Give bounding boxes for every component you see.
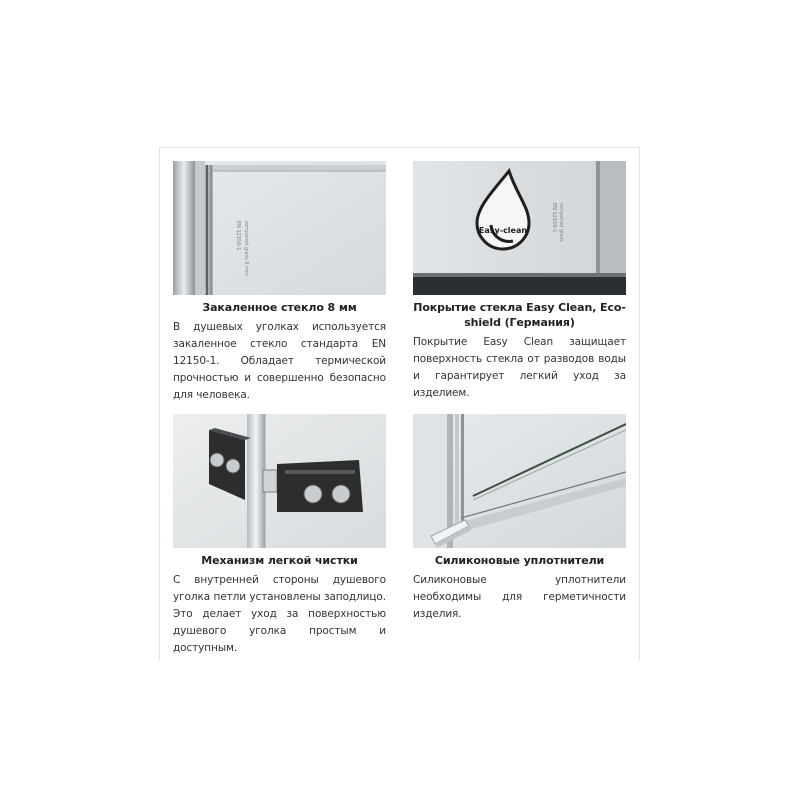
feature-card-easy-clean: [413, 161, 626, 402]
hinge-photo-icon: [173, 414, 386, 548]
feature-title: Силиконовые уплотнители: [434, 554, 605, 567]
feature-title: Покрытие стекла Easy Clean, Eco-shield (Германия): [413, 301, 626, 329]
feature-title: Механизм легкой чистки: [201, 554, 358, 567]
feature-title: Закаленное стекло 8 мм: [202, 301, 357, 314]
seal-profile-photo-icon: [413, 414, 626, 548]
feature-description: В душевых уголках используется закаленное стекло стандарта EN 12150-1. Обладает термической прочностью и совершенно безопасно для человека.: [173, 321, 386, 401]
glass-edge-photo-icon: [173, 161, 386, 295]
feature-card-easy-clean-mechanism: [173, 414, 386, 657]
svg-text:EN 12150-1: EN 12150-1: [551, 203, 557, 233]
feature-description: Силиконовые уплотнители необходимы для герметичности изделия.: [413, 574, 626, 620]
water-drop-logo-photo-icon: [413, 161, 626, 295]
feature-description: Покрытие Easy Clean защищает поверхность стекла от разводов воды и гарантирует легкий уход за изделием.: [413, 336, 626, 399]
feature-card-silicone-seals: [413, 414, 626, 623]
easy-clean-logo: Easy-clean: [478, 226, 528, 235]
svg-text:EN 12150-1: EN 12150-1: [235, 221, 241, 251]
feature-description: С внутренней стороны душевого уголка петли установлены заподлицо. Это делает уход за поверхностью душевого уголка простым и доступным.: [173, 574, 386, 654]
svg-text:tempered glass: tempered glass: [558, 203, 564, 242]
svg-text:tempered glass 8 mm: tempered glass 8 mm: [243, 221, 249, 276]
feature-card-tempered-glass: [173, 161, 386, 404]
